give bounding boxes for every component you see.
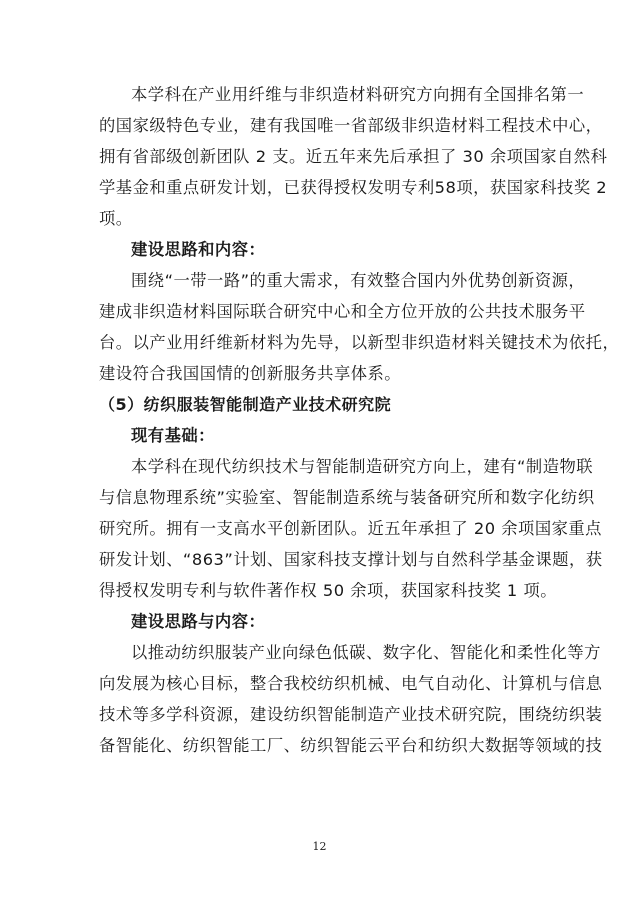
document-body	[99, 79, 620, 761]
paragraph-line: 建成非织造材料国际联合研究中心和全方位开放的公共技术服务平	[99, 302, 586, 321]
paragraph-line: 的国家级特色专业，建有我国唯一省部级非织造材料工程技术中心，	[99, 116, 603, 135]
page-number: 12	[312, 840, 327, 853]
paragraph	[99, 265, 620, 389]
paragraph-line: 研发计划、“863”计划、国家科技支撑计划与自然科学基金课题，获	[99, 550, 603, 569]
paragraph-line: 以推动纺织服装产业向绿色低碳、数字化、智能化和柔性化等方	[131, 643, 601, 662]
paragraph-line: 与信息物理系统”实验室、智能制造系统与装备研究所和数字化纺织	[99, 488, 595, 507]
paragraph-line: 项。	[99, 209, 133, 228]
paragraph-line: 研究所。拥有一支高水平创新团队。近五年承担了 20 余项国家重点	[99, 519, 602, 538]
paragraph-line: 技术等多学科资源，建设纺织智能制造产业技术研究院，围绕纺织装	[99, 705, 603, 724]
paragraph	[99, 637, 603, 761]
paragraph-line: 台。以产业用纤维新材料为先导，以新型非织造材料关键技术为依托，	[99, 333, 620, 352]
paragraph-line: 本学科在现代纺织技术与智能制造研究方向上，建有“制造物联	[131, 457, 594, 476]
subsection-heading: 建设思路与内容：	[131, 612, 266, 631]
section-title: （5）纺织服装智能制造产业技术研究院	[99, 395, 392, 414]
paragraph-line: 学基金和重点研发计划，已获得授权发明专利58项，获国家科技奖 2	[99, 178, 608, 197]
paragraph-line: 拥有省部级创新团队 2 支。近五年来先后承担了 30 余项国家自然科	[99, 147, 608, 166]
paragraph	[99, 451, 603, 606]
subsection-heading: 现有基础：	[131, 426, 215, 445]
paragraph-line: 建设符合我国国情的创新服务共享体系。	[99, 364, 402, 383]
paragraph-line: 向发展为核心目标，整合我校纺织机械、电气自动化、计算机与信息	[99, 674, 603, 693]
subsection-heading: 建设思路和内容：	[131, 240, 266, 259]
paragraph-line: 得授权发明专利与软件著作权 50 余项，获国家科技奖 1 项。	[99, 581, 558, 600]
paragraph-line: 本学科在产业用纤维与非织造材料研究方向拥有全国排名第一	[131, 85, 585, 104]
paragraph-line: 围绕“一带一路”的重大需求，有效整合国内外优势创新资源，	[131, 271, 586, 290]
paragraph-line: 备智能化、纺织智能工厂、纺织智能云平台和纺织大数据等领域的技	[99, 736, 603, 755]
paragraph	[99, 79, 608, 234]
